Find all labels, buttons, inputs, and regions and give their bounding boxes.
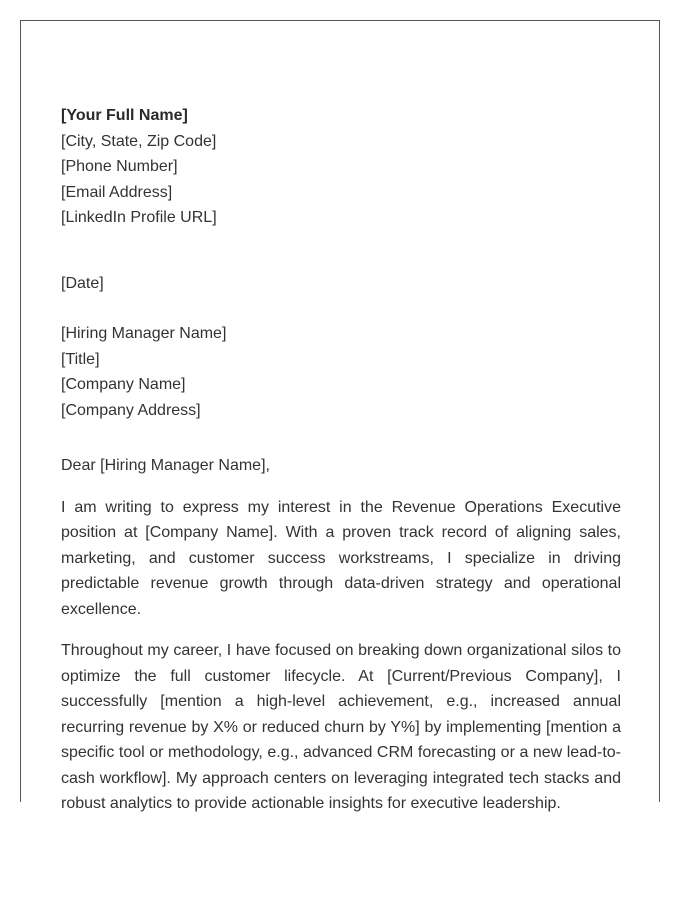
letter-date: [Date] — [61, 274, 104, 292]
body-paragraph-2: Throughout my career, I have focused on breaking down organizational silos to optimize the full customer lifecycle. At [Current/Previous Company], I successfully [mention a high-level achievement, e.g., increased annual recurring revenue by X% or reduced churn by Y%] by implementing [mention a specific tool or methodology, e.g., advanced CRM forecasting or a new lead-to-cash workflow]. My approach centers on leveraging integrated tech stacks and robust analytics to provide actionable insights for executive leadership. — [61, 642, 621, 812]
sender-block — [61, 103, 621, 231]
recipient-company: [Company Name] — [61, 376, 186, 393]
sender-city: [City, State, Zip Code] — [61, 132, 217, 150]
salutation: Dear [Hiring Manager Name], — [61, 457, 270, 474]
body-paragraph-1: I am writing to express my interest in the Revenue Operations Executive position at [Company Name]. With a proven track record of aligning sales, marketing, and customer success workstreams, I specialize in driving predictable revenue growth through data-driven strategy and operational excellence. — [61, 498, 621, 618]
sender-linkedin: [LinkedIn Profile URL] — [61, 209, 217, 226]
recipient-block — [61, 321, 621, 423]
recipient-name: [Hiring Manager Name] — [61, 325, 227, 342]
letter-page — [20, 20, 660, 812]
sender-phone: [Phone Number] — [61, 158, 178, 175]
sender-name: [Your Full Name] — [61, 107, 188, 124]
recipient-address: [Company Address] — [61, 401, 201, 419]
letter-content — [61, 103, 621, 817]
sender-email: [Email Address] — [61, 183, 173, 201]
recipient-title: [Title] — [61, 350, 100, 368]
